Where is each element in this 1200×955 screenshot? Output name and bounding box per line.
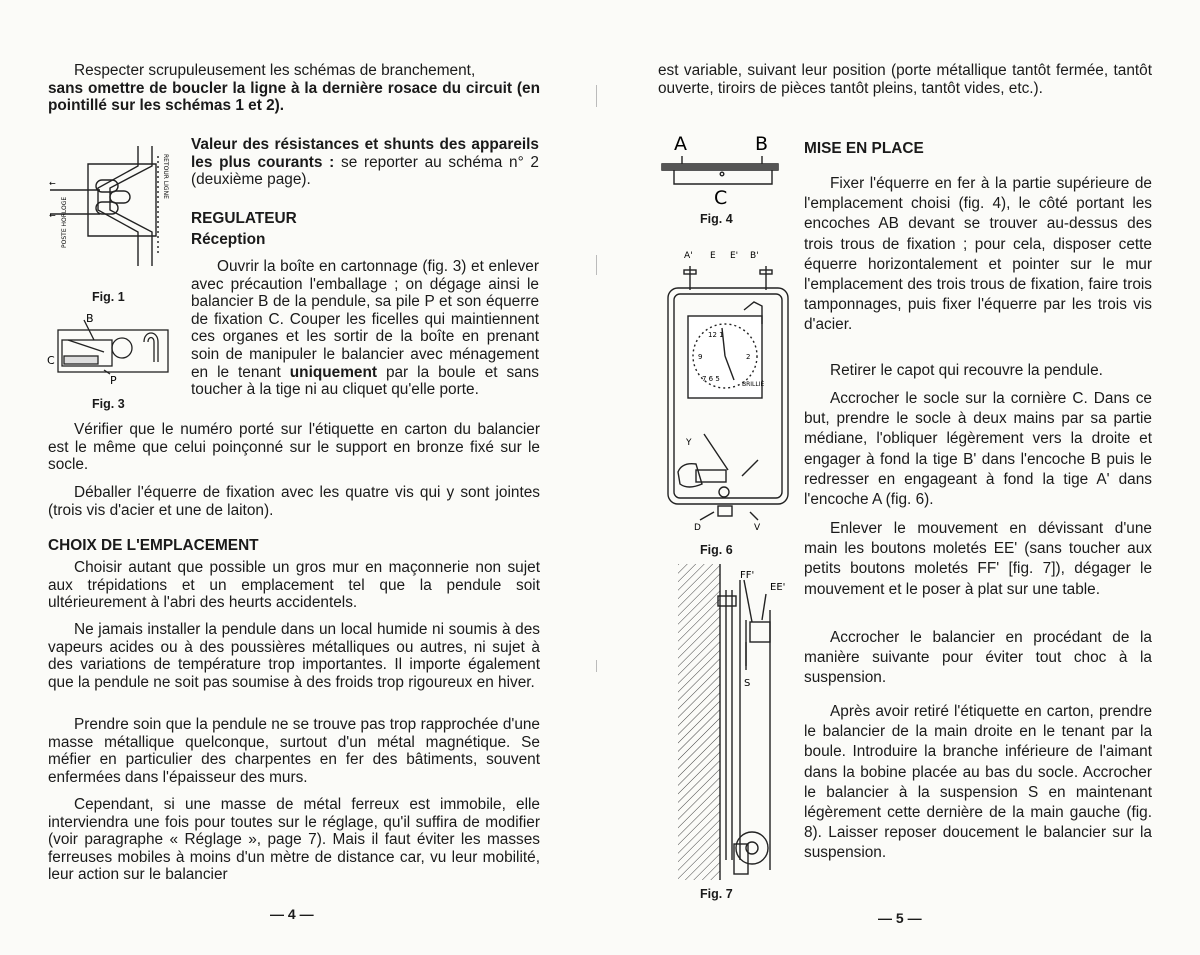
deballer-paragraph: Déballer l'équerre de fixation avec les quatre vis qui y sont jointes (trois vis d'acier et une de laiton). <box>48 484 540 519</box>
fig7-label-ee: EE' <box>770 582 786 593</box>
svg-text:9: 9 <box>698 353 703 361</box>
fig1-label-retour: RETOUR LIGNE <box>162 154 169 199</box>
regulateur-heading: REGULATEUR <box>191 210 297 227</box>
valeur-paragraph <box>191 136 539 189</box>
fig6-label-a1: A' <box>684 251 693 261</box>
choix-paragraph-4: Cependant, si une masse de métal ferreux est immobile, elle interviendra une fois pour toutes sur le réglage, qu'il suffira de modifier (voir paragraphe « Réglage », page 7). Mais il faut éviter les masses ferreuses mobiles à moins d'un mètre de distance car, vu leur mobilité, leur action sur le balancier <box>48 796 540 884</box>
figure-3-box <box>44 312 174 392</box>
figure-6-clock <box>658 244 798 534</box>
figure-4-bracket <box>656 128 786 208</box>
right-page <box>600 0 1200 955</box>
verifier-paragraph: Vérifier que le numéro porté sur l'étiquette en carton du balancier est le même que celui poinçonné sur le support en bronze fixé sur le socle. <box>48 421 540 474</box>
svg-text:←: ← <box>49 211 56 220</box>
fig3-caption: Fig. 3 <box>92 397 125 411</box>
fig6-label-b1: B' <box>750 251 759 261</box>
valeur-bold: Valeur des résistances et shunts des appareils les plus courants : <box>191 136 539 171</box>
fig6-label-y: Y <box>686 438 692 448</box>
fig6-label-e: E <box>710 251 716 261</box>
fig7-label-ff: FF' <box>740 570 755 581</box>
continuation-paragraph: est variable, suivant leur position (porte métallique tantôt fermée, tantôt ouverte, tiroirs de pièces tantôt pleins, tantôt vides, etc.). <box>658 62 1152 97</box>
intro-paragraph <box>48 62 540 115</box>
gutter-mark-top <box>596 85 597 107</box>
svg-text:←: ← <box>49 179 56 188</box>
choix-paragraph-3: Prendre soin que la pendule ne se trouve pas trop rapprochée d'une masse métallique quelconque, surtout d'un métal magnétique. Se méfier en particulier des charpentes en fer des bâtiments, souvent enfermées dans l'épaisseur des murs. <box>48 716 540 786</box>
fig7-caption: Fig. 7 <box>700 887 733 901</box>
choix-paragraph-2: Ne jamais installer la pendule dans un local humide ni soumis à des vapeurs acides ou à des poussières métalliques ou autres, ni sujet à des variations de température trop importantes. Il importe également que la pendule ne soit pas soumise à des froids trop rigoureux en hiver. <box>48 621 540 691</box>
fig6-label-d: D <box>694 523 701 533</box>
choix-paragraph-1: Choisir autant que possible un gros mur en maçonnerie non sujet aux trépidations et un emplacement tel que la pendule soit ultérieurement à l'abri des heurts accidentels. <box>48 559 540 612</box>
fig1-label-poste: POSTE HORLOGE <box>61 196 68 248</box>
intro-bold: sans omettre de boucler la ligne à la dernière rosace du circuit (en pointillé sur les schémas 1 et 2). <box>48 79 540 115</box>
gutter-mark-low <box>596 660 597 672</box>
mise-paragraph-1: Fixer l'équerre en fer à la partie supérieure de l'emplacement choisi (fig. 4), le côté portant les encoches AB devant se trouver au-dessus des trois trous de fixation ; pour cela, disposer cette équerre horizontalement et pointer sur le mur l'emplacement des trois trous de fixation, faire trois tamponnages, puis fixer l'équerre par les trois vis d'acier. <box>804 175 1152 334</box>
reception-text-b: par la boule et sans toucher à la tige ni au cliquet qu'elle porte. <box>191 363 539 399</box>
choix-heading: CHOIX DE L'EMPLACEMENT <box>48 537 259 554</box>
intro-line: Respecter scrupuleusement les schémas de branchement, <box>74 62 476 79</box>
fig6-label-v: V <box>754 523 761 533</box>
figure-7-side-view <box>674 560 794 885</box>
mise-paragraph-2: Retirer le capot qui recouvre la pendule. <box>830 362 1103 379</box>
svg-text:12 1: 12 1 <box>708 331 724 339</box>
svg-text:2: 2 <box>746 353 751 361</box>
mise-paragraph-6: Après avoir retiré l'étiquette en carton, prendre le balancier de la main droite en le tenant par la boule. Introduire la branche inférieure de l'aimant dans la bobine placée au bas du socle. Accrocher le balancier à la suspension S en maintenant légèrement cette dernière de la main gauche (fig. 8). Laisser reposer doucement le balancier sur la suspension. <box>804 703 1152 862</box>
figure-1-wiring-diagram <box>40 136 170 286</box>
fig3-label-b: B <box>86 312 94 325</box>
mise-paragraph-5: Accrocher le balancier en procédant de la manière suivante pour éviter tout choc à la suspension. <box>804 629 1152 687</box>
reception-heading: Réception <box>191 231 266 248</box>
mise-paragraph-3: Accrocher le socle sur la cornière C. Dans ce but, prendre le socle à deux mains par sa partie médiane, l'obliquer légèrement vers la droite et engager à fond la tige B' dans l'encoche B puis le redresser en engageant à fond la tige A' dans l'encoche A (fig. 6). <box>804 390 1152 509</box>
fig6-caption: Fig. 6 <box>700 543 733 557</box>
fig6-label-e1: E' <box>730 251 739 261</box>
reception-text-a: Ouvrir la boîte en cartonnage (fig. 3) et enlever avec précaution l'emballage ; on dégage ainsi le balancier B de la pendule, sa pile P et son équerre de fixation C. Couper les ficelles qui maintiennent ces organes et les sortir de la boîte en prenant soin de manipuler le balancier avec ménagement en le tenant <box>191 258 539 381</box>
fig4-label-a: A <box>674 133 687 155</box>
valeur-rest: se reporter au schéma n° 2 (deuxième page). <box>191 153 539 189</box>
fig3-label-p: P <box>110 374 117 387</box>
mise-paragraph-4: Enlever le mouvement en dévissant d'une main les boutons moletés EE' (sans toucher aux petits boutons moletés FF' [fig. 7]), dégager le mouvement et le poser à plat sur une table. <box>804 520 1152 598</box>
fig7-label-s: S <box>744 678 751 689</box>
reception-text-bold: uniquement <box>289 363 377 381</box>
mise-heading: MISE EN PLACE <box>804 140 924 157</box>
reception-paragraph <box>191 258 539 399</box>
fig3-label-c: C <box>47 354 55 367</box>
fig4-label-b: B <box>755 133 769 155</box>
fig6-brand: BRILLIÉ <box>742 381 765 388</box>
svg-text:7 6 5: 7 6 5 <box>702 375 720 383</box>
fig1-caption: Fig. 1 <box>92 290 125 304</box>
gutter-mark-mid <box>596 255 597 275</box>
fig4-label-c: C <box>714 187 728 208</box>
fig4-caption: Fig. 4 <box>700 212 733 226</box>
page-number-4: — 4 — <box>270 906 314 922</box>
page-number-5: — 5 — <box>878 910 922 926</box>
